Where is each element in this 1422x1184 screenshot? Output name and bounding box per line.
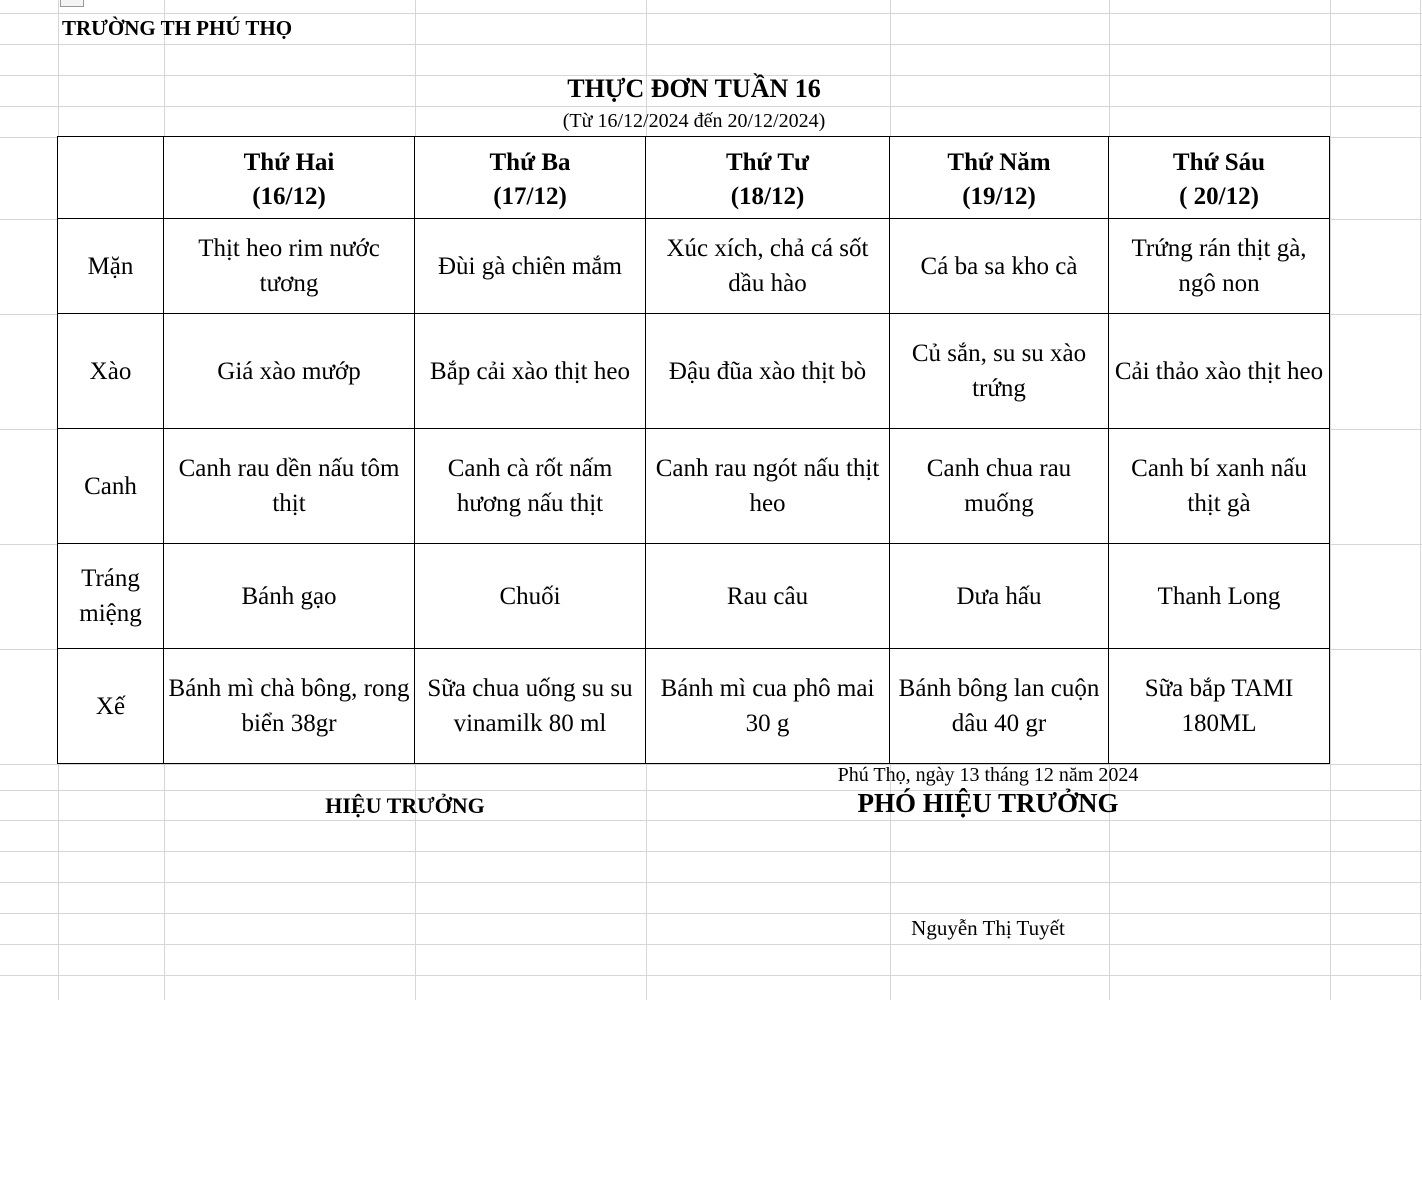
dish-cell: Bánh gạo — [164, 544, 415, 649]
row-label: Tráng miệng — [58, 544, 164, 649]
page-title: THỰC ĐƠN TUẦN 16 — [567, 74, 821, 103]
dish-cell: Cải thảo xào thịt heo — [1109, 314, 1330, 429]
dish-cell: Cá ba sa kho cà — [890, 219, 1109, 314]
table-row — [58, 314, 1330, 429]
dish-cell: Dưa hấu — [890, 544, 1109, 649]
dish-cell: Trứng rán thịt gà, ngô non — [1109, 219, 1330, 314]
dish-cell: Thanh Long — [1109, 544, 1330, 649]
day-name: Thứ Tư — [725, 148, 810, 176]
dish-cell: Củ sắn, su su xào trứng — [890, 314, 1109, 429]
vice-principal-title: PHÓ HIỆU TRƯỞNG — [857, 788, 1119, 818]
day-date: (18/12) — [730, 182, 805, 210]
row-label: Canh — [58, 429, 164, 544]
dish-cell: Canh chua rau muống — [890, 429, 1109, 544]
place-date-line: Phú Thọ, ngày 13 tháng 12 năm 2024 — [837, 764, 1139, 786]
day-header — [415, 137, 646, 219]
day-date: (19/12) — [962, 182, 1036, 210]
dish-cell: Rau câu — [646, 544, 890, 649]
day-date: ( 20/12) — [1179, 182, 1259, 210]
day-header — [890, 137, 1109, 219]
dish-cell: Bánh bông lan cuộn dâu 40 gr — [890, 649, 1109, 764]
table-row — [58, 219, 1330, 314]
signer-name: Nguyễn Thị Tuyết — [911, 916, 1065, 940]
table-row — [58, 544, 1330, 649]
day-name: Thứ Năm — [947, 148, 1051, 176]
row-label: Mặn — [58, 219, 164, 314]
dish-cell: Canh rau dền nấu tôm thịt — [164, 429, 415, 544]
row-label: Xào — [58, 314, 164, 429]
dish-cell: Đùi gà chiên mắm — [415, 219, 646, 314]
day-name: Thứ Sáu — [1172, 148, 1266, 176]
school-name: TRƯỜNG TH PHÚ THỌ — [62, 16, 293, 40]
day-header — [164, 137, 415, 219]
dish-cell: Sữa bắp TAMI 180ML — [1109, 649, 1330, 764]
row-label: Xế — [58, 649, 164, 764]
dish-cell: Bánh mì cua phô mai 30 g — [646, 649, 890, 764]
sheet-object-icon — [60, 0, 84, 7]
dish-cell: Bánh mì chà bông, rong biển 38gr — [164, 649, 415, 764]
dish-cell: Bắp cải xào thịt heo — [415, 314, 646, 429]
weekly-menu-table — [57, 136, 1330, 764]
dish-cell: Canh bí xanh nấu thịt gà — [1109, 429, 1330, 544]
day-header — [646, 137, 890, 219]
dish-cell: Canh rau ngót nấu thịt heo — [646, 429, 890, 544]
dish-cell: Sữa chua uống su su vinamilk 80 ml — [415, 649, 646, 764]
dish-cell: Chuối — [415, 544, 646, 649]
corner-cell — [58, 137, 164, 219]
day-date: (16/12) — [252, 182, 326, 210]
day-name: Thứ Ba — [489, 148, 571, 176]
dish-cell: Thịt heo rim nước tương — [164, 219, 415, 314]
dish-cell: Canh cà rốt nấm hương nấu thịt — [415, 429, 646, 544]
table-row — [58, 649, 1330, 764]
table-header-row — [58, 137, 1330, 219]
principal-title: HIỆU TRƯỞNG — [325, 793, 485, 818]
dish-cell: Đậu đũa xào thịt bò — [646, 314, 890, 429]
day-header — [1109, 137, 1330, 219]
dish-cell: Giá xào mướp — [164, 314, 415, 429]
date-range: (Từ 16/12/2024 đến 20/12/2024) — [562, 110, 826, 132]
table-row — [58, 429, 1330, 544]
day-date: (17/12) — [493, 182, 567, 210]
dish-cell: Xúc xích, chả cá sốt dầu hào — [646, 219, 890, 314]
day-name: Thứ Hai — [243, 148, 335, 176]
